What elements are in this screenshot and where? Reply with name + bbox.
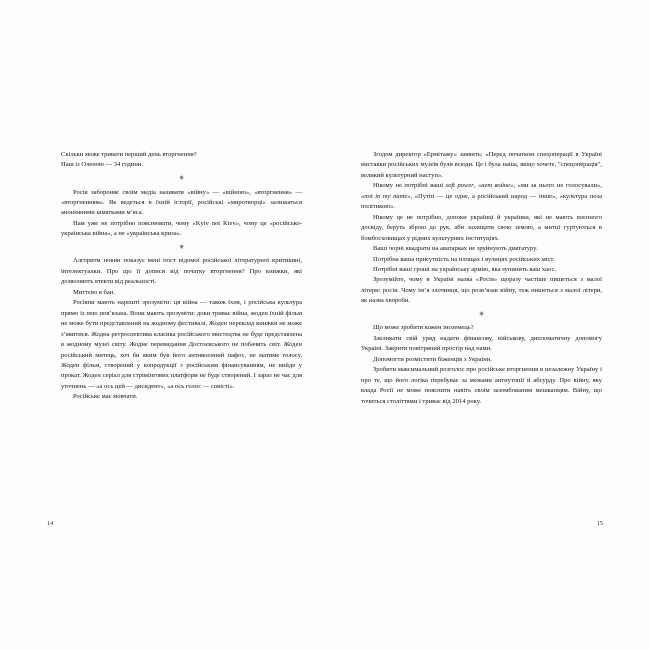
body-paragraph xyxy=(361,181,602,212)
body-paragraph: Наш із Оленою — 34 години. xyxy=(61,161,144,169)
text-run: », «Путін — це одне, а російський народ — інше», «культура поза політикою». xyxy=(361,192,602,211)
text-run: Нікому не потрібні ваші xyxy=(373,182,446,190)
italic-phrase: not in my name xyxy=(364,192,408,200)
body-paragraph: Допомогти розмістити біженців з України. xyxy=(373,355,492,363)
left-page-textblock xyxy=(61,150,302,403)
body-paragraph: Потрібна ваша присутність на площах і вулицях російських міст. xyxy=(373,255,555,263)
body-paragraph: Росія забороняє своїм медіа називати «війну» — «війною», «вторгнення» — «вторгненням». Як ведеться в їхній історії, російські «миротворці» залишаться анонімними шматками м’яса. xyxy=(61,188,302,217)
body-paragraph: Нікому це не потрібно, допоки українці й українки, які не мають воєнного досвіду, беруть зброю до рук, аби захищати свою землю, а митці гуртуються в бомбосховищах у рідних культурних інституціях. xyxy=(361,213,602,242)
section-separator-asterisk: ✳ xyxy=(178,244,185,251)
page-number-left: 14 xyxy=(47,520,54,527)
body-paragraph: Миттєво в бан. xyxy=(73,288,115,296)
section-separator-asterisk: ✳ xyxy=(178,175,185,183)
text-run: , « xyxy=(473,182,482,190)
right-page-textblock xyxy=(361,150,602,407)
italic-phrase: нет войне xyxy=(481,182,511,190)
body-paragraph: Закликати свій уряд надати фінансову, військову, дипломатичну допомогу Україні. Закрити повітряний простір над нами. xyxy=(361,334,602,353)
body-paragraph: Росіяни мають нарешті зрозуміти: ця війна — також їхня, і російська культура прямо із нею пов’язана. Вони мають зрозуміти: доки триває війна, жоден їхній фільм не може бути представлений на жодному фестивалі. Жоден переклад книжки не може з’явитися. Жодна ретроспектива класика російського мистецтва не буде представлена в жодному музеї світу. Жодне перевидання Достоєвського не побачить світ. Жоден російський митець, хоч би яким був його антивоєнний пафос, не матиме голосу. Жоден фільм, створений у копродукції з російським фінансуванням, не вийде у прокат. Жоден серіал для стрімінгових платформ не буде створений. І зараз не час для уточнень — «а ось цей — дисидент», «а ось голос — совісті». xyxy=(61,299,302,390)
body-paragraph: Російське має мовчати. xyxy=(73,393,138,401)
text-run: », «ми за нього не голосували», « xyxy=(361,182,602,200)
page-right xyxy=(325,0,650,650)
body-paragraph: Зробити максимальний розголос про російське вторгнення в незалежну Україну і про те, що його логіка перебуває за межами антиутопії й абсурду. Про війну, яку влада Росії не може пояснити навіть своїм зазомбованим мешканцям. Війну, що точиться століттями і триває від 2014 року. xyxy=(361,366,602,405)
body-paragraph: Згодом директор «Ермітажу» заявить: «Перед початком спецоперації в Україні виставки російських музеїв були всюди. Це і була наша, якщо хочете, "спецоперація", великий культурний наступ». xyxy=(361,151,602,179)
body-paragraph: Зрозумійте, чому в Україні назва «Росія» щоразу частіше пишеться з малої літери: росія. Чому ім’я злочинця, що розв’язав війну, теж пишеться з малої літери, як назва хвороби. xyxy=(361,276,602,305)
body-paragraph: Скільки може тривати перший день вторгнення? xyxy=(61,151,197,158)
body-paragraph: Що може зробити кожен іноземець? xyxy=(373,324,474,332)
body-paragraph: Ваші чорні квадрати на аватарках не зруйнують диктатуру. xyxy=(373,245,538,253)
body-paragraph: Нам уже не потрібно пояснювати, чому «Kyiv not Kiev», чому це «російсько-українська війна», а не «українська криза». xyxy=(61,219,302,238)
body-paragraph: Алгоритм новин показує мені пост відомої російської літературної критикині, інтелектуалки. Про що її дописи від початку вторгнення? Про книжки, які дозволяють втекти від реальності. xyxy=(61,257,302,286)
page-number-right: 15 xyxy=(596,520,603,527)
body-paragraph: Потрібні ваші гроші на українську армію, яка зупинить ваш хаос. xyxy=(373,265,556,273)
section-separator-asterisk: ✳ xyxy=(478,310,485,318)
italic-phrase: soft power xyxy=(445,182,474,190)
